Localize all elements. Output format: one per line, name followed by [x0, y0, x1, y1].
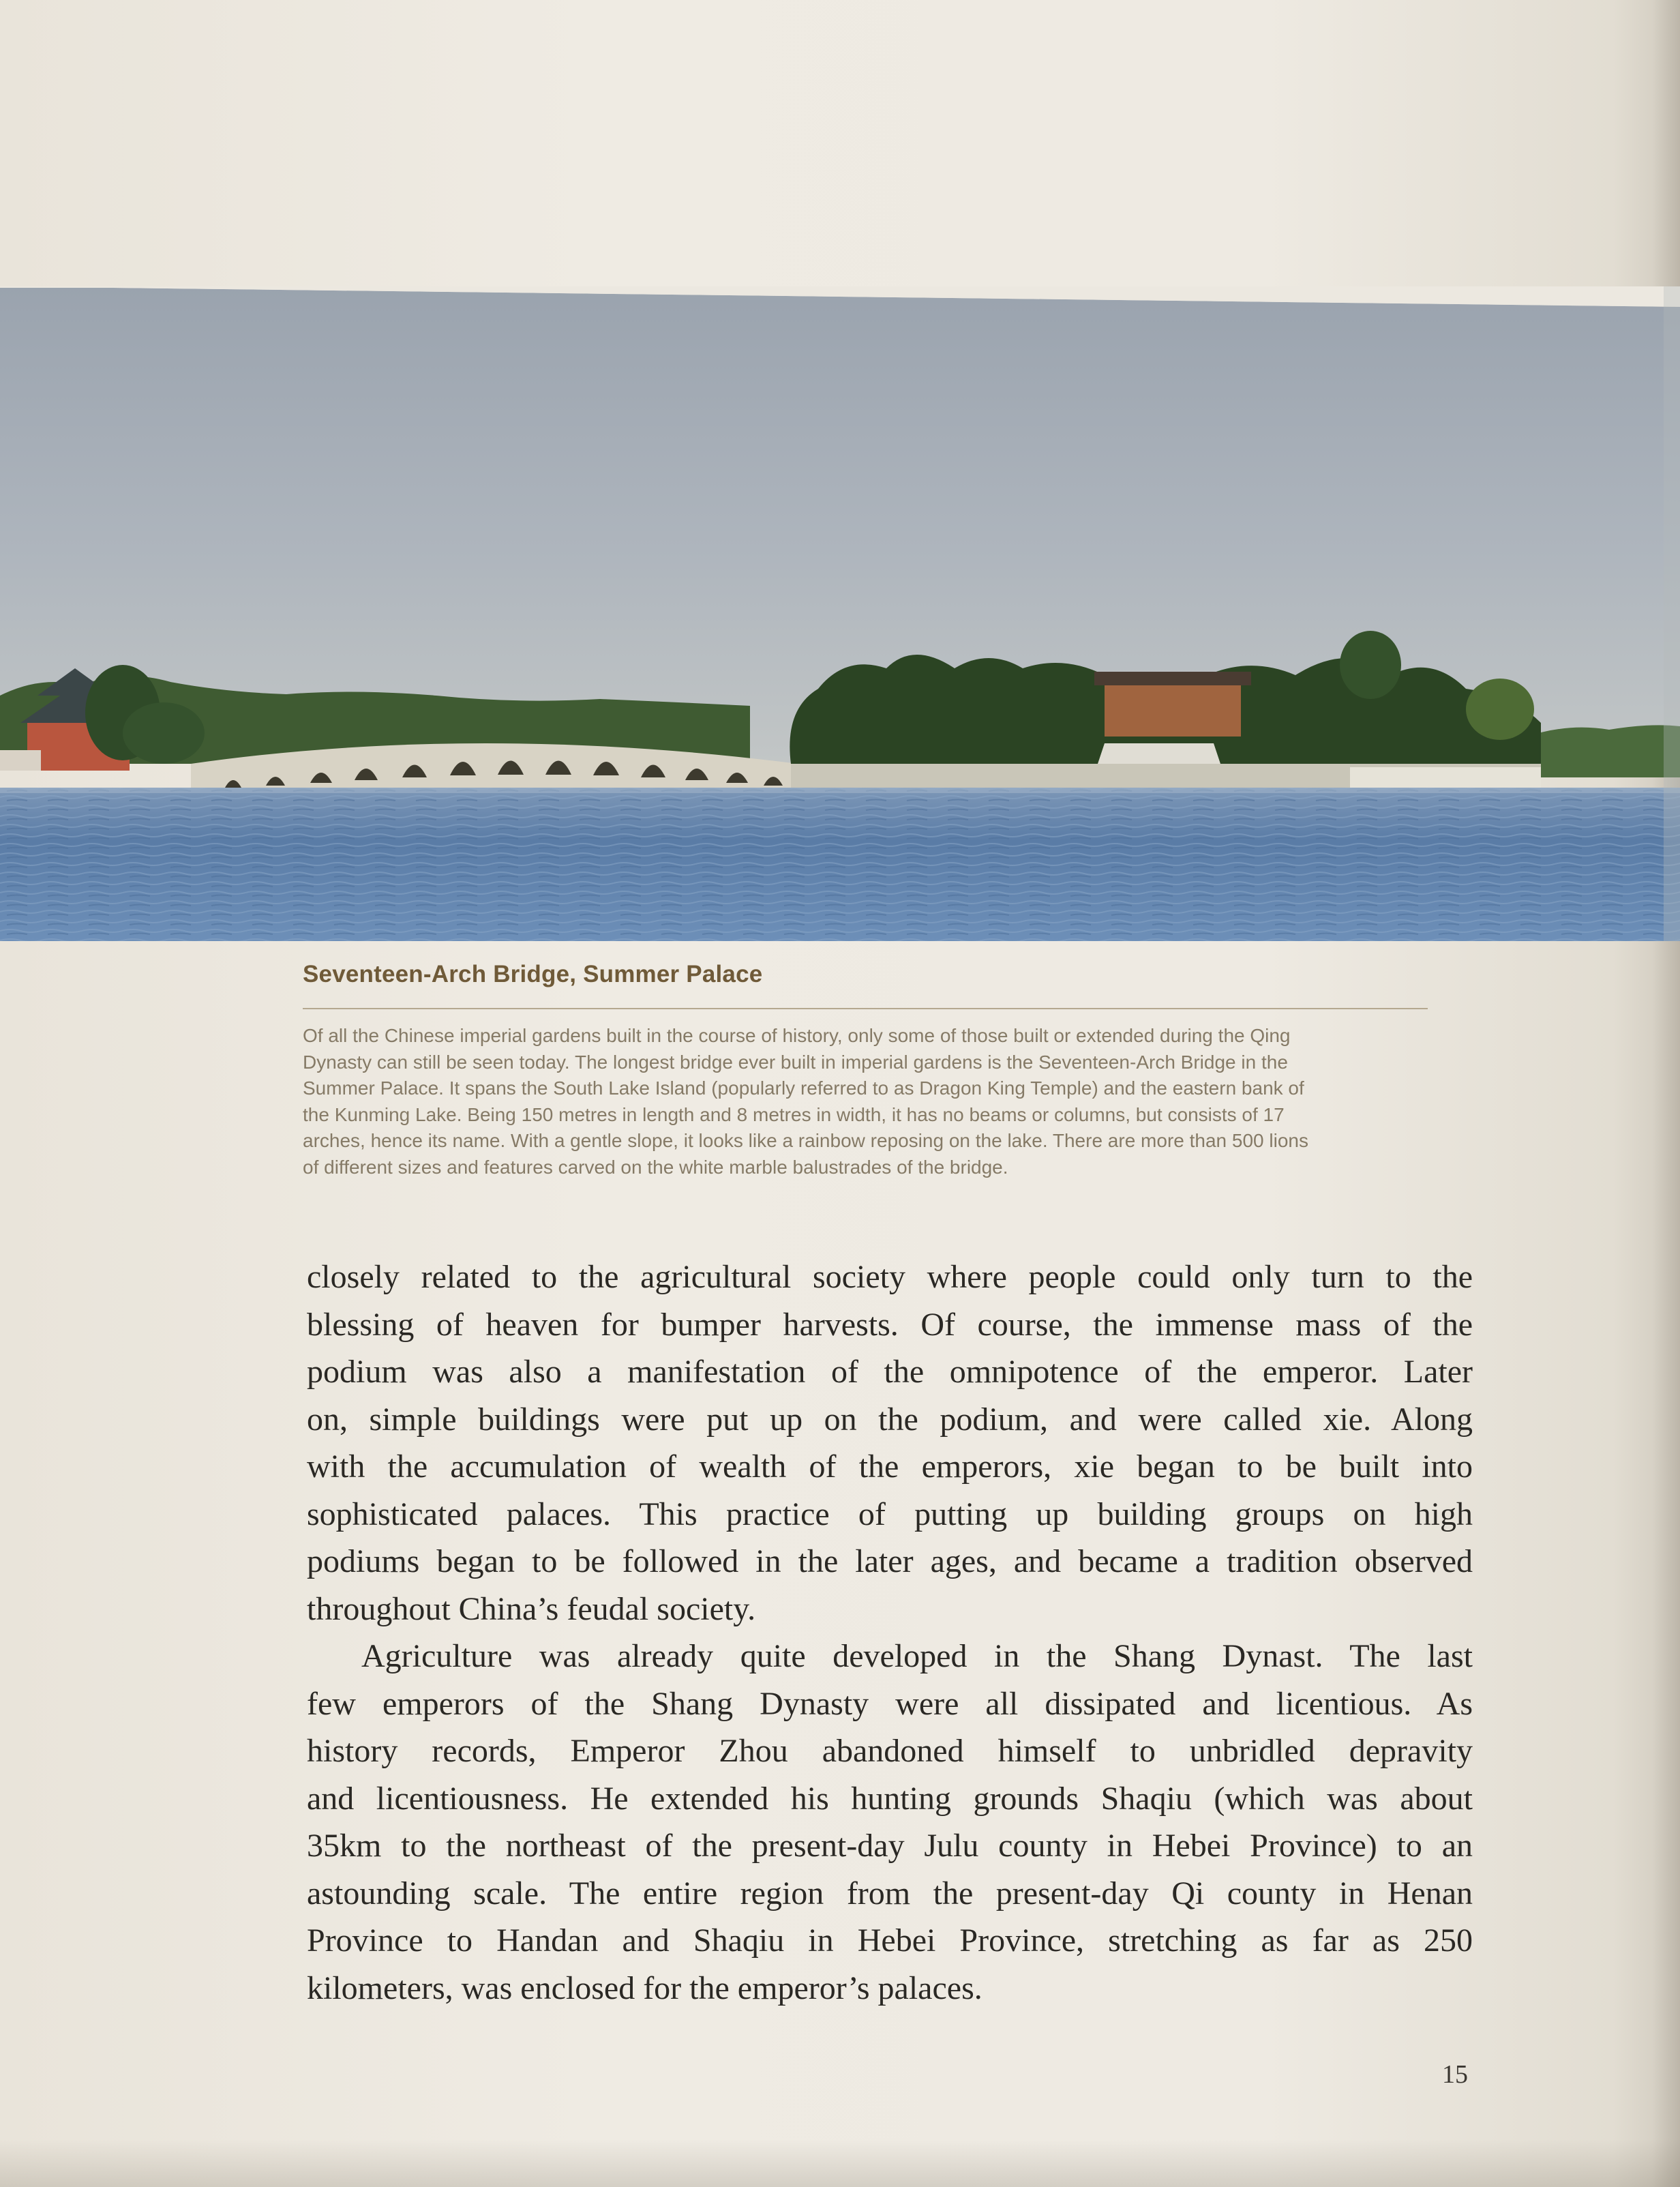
- body-line: throughout China’s feudal society.: [307, 1590, 756, 1627]
- body-line: history records, Emperor Zhou abandoned himself to unbridled depravity: [307, 1733, 1473, 1769]
- body-line: kilometers, was enclosed for the emperor’s palaces.: [307, 1969, 982, 2006]
- body-line: podiums began to be followed in the later ages, and became a tradition observed: [307, 1543, 1473, 1579]
- caption-line: Dynasty can still be seen today. The longest bridge ever built in imperial gardens is the Seventeen-Arch Bridge in the: [303, 1051, 1288, 1073]
- body-line: astounding scale. The entire region from the present-day Qi county in Henan: [307, 1875, 1473, 1911]
- caption-line: Summer Palace. It spans the South Lake Island (popularly referred to as Dragon King Temple) and the eastern bank of: [303, 1077, 1304, 1099]
- body-text: [307, 1253, 1473, 2012]
- body-line: Agriculture was already quite developed in the Shang Dynast. The last: [361, 1638, 1473, 1674]
- body-line: with the accumulation of wealth of the emperors, xie began to be built into: [307, 1448, 1473, 1485]
- body-line: few emperors of the Shang Dynasty were all dissipated and licentious. As: [307, 1685, 1473, 1722]
- body-line: podium was also a manifestation of the omnipotence of the emperor. Later: [307, 1354, 1473, 1390]
- caption-line: arches, hence its name. With a gentle slope, it looks like a rainbow reposing on the lake. There are more than 500 lions: [303, 1130, 1308, 1151]
- caption-line: Of all the Chinese imperial gardens built in the course of history, only some of those built or extended during the Qing: [303, 1025, 1291, 1046]
- body-line: Province to Handan and Shaqiu in Hebei Province, stretching as far as 250: [307, 1922, 1473, 1959]
- page-number: 15: [1442, 2060, 1468, 2089]
- caption-divider: [303, 1008, 1428, 1009]
- body-line: blessing of heaven for bumper harvests. Of course, the immense mass of the: [307, 1306, 1473, 1343]
- body-line: and licentiousness. He extended his hunting grounds Shaqiu (which was about: [307, 1780, 1473, 1817]
- paragraph-2: [307, 1633, 1473, 2012]
- body-line: 35km to the northeast of the present-day Julu county in Hebei Province) to an: [307, 1828, 1473, 1864]
- page-bottom-shadow: [0, 2139, 1680, 2187]
- caption-title: Seventeen-Arch Bridge, Summer Palace: [303, 961, 763, 987]
- caption-line: the Kunming Lake. Being 150 metres in length and 8 metres in width, it has no beams or columns, but consists of 17: [303, 1103, 1285, 1125]
- caption-line: of different sizes and features carved on the white marble balustrades of the bridge.: [303, 1156, 1008, 1178]
- caption-text: [303, 1023, 1448, 1180]
- body-line: sophisticated palaces. This practice of putting up building groups on high: [307, 1496, 1473, 1532]
- bridge-photo: [0, 286, 1680, 941]
- body-line: on, simple buildings were put up on the podium, and were called xie. Along: [307, 1401, 1473, 1438]
- paragraph-1: [307, 1253, 1473, 1633]
- body-line: closely related to the agricultural society where people could only turn to the: [307, 1259, 1473, 1295]
